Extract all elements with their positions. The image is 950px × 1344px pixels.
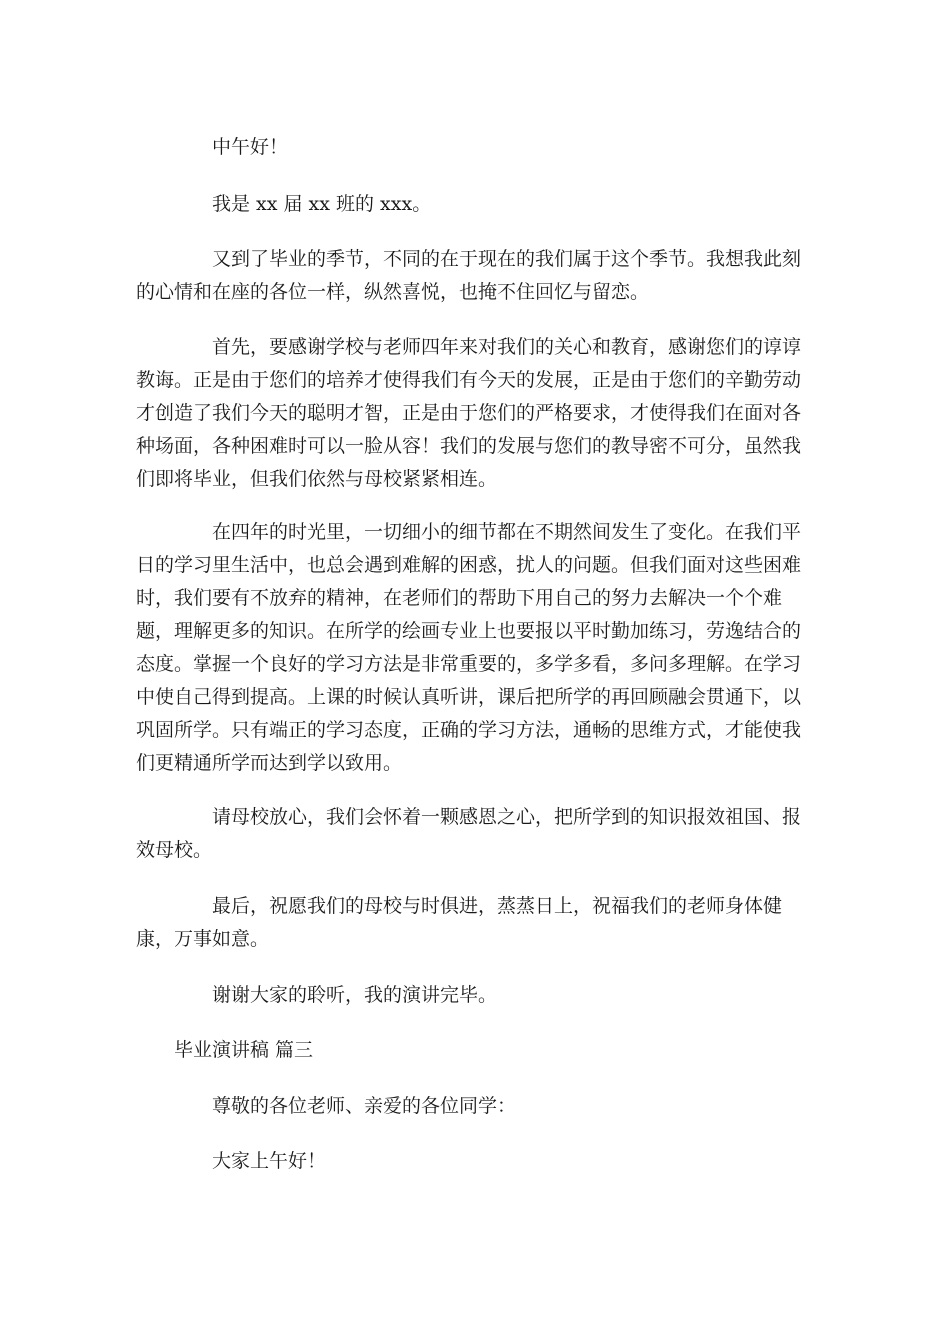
closing-paragraph: 谢谢大家的聆听，我的演讲完毕。: [212, 984, 498, 1006]
promise-paragraph: 请母校放心，我们会怀着一颗感恩之心，把所学到的知识报效祖国、报效母校。: [136, 806, 802, 861]
section-title: 毕业演讲稿 篇三: [174, 1039, 314, 1061]
greeting-paragraph: 中午好！: [212, 136, 289, 158]
wishes-paragraph: 最后，祝愿我们的母校与时俱进，蒸蒸日上，祝福我们的老师身体健康，万事如意。: [136, 895, 783, 950]
salutation-paragraph: 尊敬的各位老师、亲爱的各位同学：: [212, 1095, 517, 1117]
thanks-paragraph: 首先，要感谢学校与老师四年来对我们的关心和教育，感谢您们的谆谆教诲。正是由于您们的培养才使得我们有今天的发展，正是由于您们的辛勤劳动才创造了我们今天的聪明才智，正是由于您们的严格要求，才使得我们在面对各种场面，各种困难时可以一脸从容！我们的发展与您们的教导密不可分，虽然我们即将毕业，但我们依然与母校紧紧相连。: [136, 336, 802, 490]
study-paragraph: 在四年的时光里，一切细小的细节都在不期然间发生了变化。在我们平日的学习里生活中，也总会遇到难解的困惑，扰人的问题。但我们面对这些困难时，我们要有不放弃的精神，在老师们的帮助下用自己的努力去解决一个个难题，理解更多的知识。在所学的绘画专业上也要报以平时勤加练习，劳逸结合的态度。掌握一个良好的学习方法是非常重要的，多学多看，多问多理解。在学习中使自己得到提高。上课的时候认真听讲，课后把所学的再回顾融会贯通下，以巩固所学。只有端正的学习态度，正确的学习方法，通畅的思维方式，才能使我们更精通所学而达到学以致用。: [136, 521, 802, 774]
season-paragraph: 又到了毕业的季节，不同的在于现在的我们属于这个季节。我想我此刻的心情和在座的各位一样，纵然喜悦，也掩不住回忆与留恋。: [136, 248, 802, 303]
self-intro-paragraph: 我是 xx 届 xx 班的 xxx。: [212, 193, 432, 215]
morning-greeting-paragraph: 大家上午好！: [212, 1150, 327, 1172]
